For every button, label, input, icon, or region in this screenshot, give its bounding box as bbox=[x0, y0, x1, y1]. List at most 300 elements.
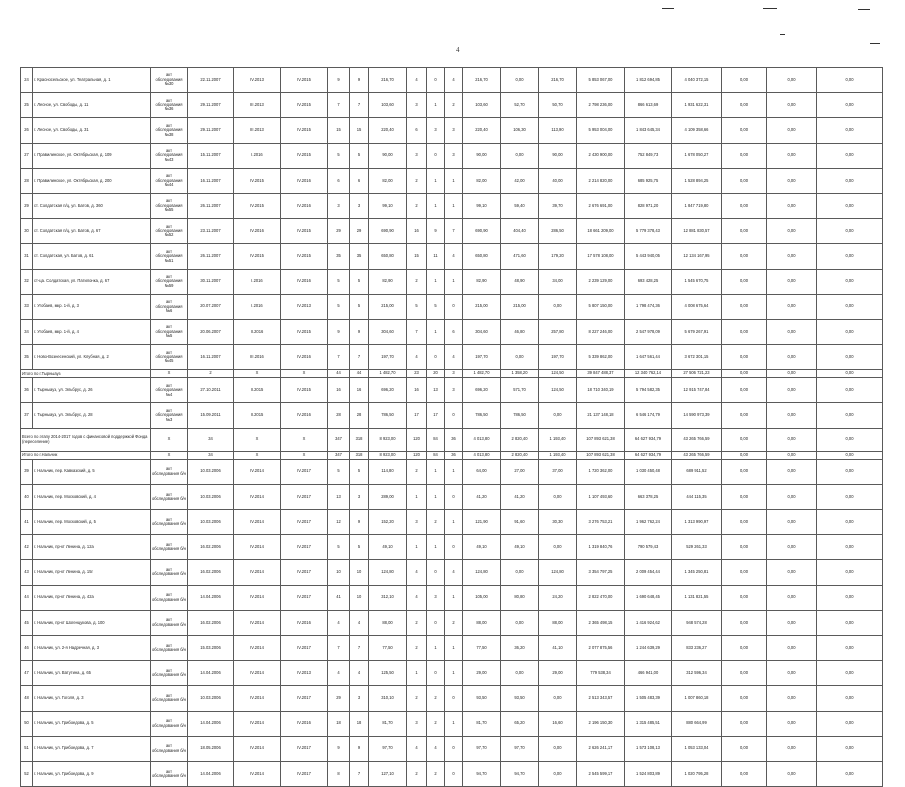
cell-doc: акт обследования б/н bbox=[151, 484, 188, 509]
cell-area: 220,40 bbox=[369, 118, 407, 143]
cell-doc: акт обследования б/н bbox=[151, 711, 188, 736]
cell-num: 50 bbox=[21, 711, 33, 736]
cell-plan_start: IV.2014 bbox=[234, 686, 281, 711]
cell-a3: 257,80 bbox=[539, 319, 577, 344]
cell-z1: 0,00 bbox=[722, 193, 767, 218]
cell-c3: 5 bbox=[407, 294, 427, 319]
cell-f2: 14 590 973,39 bbox=[672, 403, 722, 428]
cell-c1: 10 bbox=[328, 560, 350, 585]
cell-f1: 693 428,25 bbox=[625, 269, 672, 294]
cell-z3: 0,00 bbox=[817, 610, 883, 635]
cell-f2: 689 911,52 bbox=[672, 459, 722, 484]
cell-f1: 866 613,69 bbox=[625, 93, 672, 118]
cell-f1: 12 340 762,14 bbox=[625, 370, 672, 378]
cell-date: 27.10.2011 bbox=[188, 378, 234, 403]
cell-z2: 0,00 bbox=[767, 736, 817, 761]
cell-a2: 471,60 bbox=[501, 244, 539, 269]
cell-a3: 1 193,40 bbox=[539, 428, 577, 451]
cell-a2: 2 820,40 bbox=[501, 428, 539, 451]
cell-a3: 40,00 bbox=[539, 168, 577, 193]
cell-plan_end: IV.2013 bbox=[281, 294, 328, 319]
cell-a3: 88,00 bbox=[539, 610, 577, 635]
cell-cost: 5 807 150,00 bbox=[577, 294, 625, 319]
cell-area: 77,50 bbox=[369, 635, 407, 660]
cell-f1: 2 547 978,09 bbox=[625, 319, 672, 344]
cell-c2: 5 bbox=[350, 143, 369, 168]
cell-c5: 0 bbox=[445, 403, 463, 428]
cell-z3: 0,00 bbox=[817, 269, 883, 294]
table-row bbox=[21, 319, 883, 344]
table-row bbox=[21, 244, 883, 269]
cell-address: г. Нальчик, пер. Московский, д. 5 bbox=[33, 510, 151, 535]
cell-c3: 2 bbox=[407, 269, 427, 294]
table-row bbox=[21, 761, 883, 786]
cell-a1: 64,00 bbox=[463, 459, 501, 484]
cell-area: 1 482,70 bbox=[369, 370, 407, 378]
cell-z3: 0,00 bbox=[817, 294, 883, 319]
cell-plan_start: I.2016 bbox=[234, 294, 281, 319]
cell-z2: 0,00 bbox=[767, 686, 817, 711]
cell-doc: X bbox=[151, 451, 188, 459]
cell-c4: 1 bbox=[427, 269, 445, 294]
cell-a2: 49,10 bbox=[501, 535, 539, 560]
cell-c3: 23 bbox=[407, 370, 427, 378]
cell-date: 16.11.2007 bbox=[188, 168, 234, 193]
cell-date: 14.04.2006 bbox=[188, 585, 234, 610]
cell-a1: 124,80 bbox=[463, 560, 501, 585]
cell-c1: 35 bbox=[328, 244, 350, 269]
cell-c3: 3 bbox=[407, 510, 427, 535]
cell-c2: 5 bbox=[350, 294, 369, 319]
cell-c2: 7 bbox=[350, 93, 369, 118]
cell-doc: акт обследования б/н bbox=[151, 510, 188, 535]
cell-c3: 1 bbox=[407, 661, 427, 686]
cell-c3: 17 bbox=[407, 403, 427, 428]
cell-c2: 9 bbox=[350, 68, 369, 93]
cell-a2: 1 358,20 bbox=[501, 370, 539, 378]
cell-plan_end: IV.2017 bbox=[281, 585, 328, 610]
cell-cost: 2 513 343,57 bbox=[577, 686, 625, 711]
cell-address: г. Нальчик, пр-кт Шогенцукова, д. 100 bbox=[33, 610, 151, 635]
cell-z2: 0,00 bbox=[767, 761, 817, 786]
cell-c3: 16 bbox=[407, 219, 427, 244]
cell-c1: 4 bbox=[328, 661, 350, 686]
cell-c2: 6 bbox=[350, 168, 369, 193]
cell-c5: 1 bbox=[445, 635, 463, 660]
cell-a1: 77,50 bbox=[463, 635, 501, 660]
cell-c4: 2 bbox=[427, 761, 445, 786]
cell-c5: 0 bbox=[445, 686, 463, 711]
row-label: Всего по этапу 2014-2017 годов с финансовой поддержкой Фонда (переселение) bbox=[21, 428, 151, 451]
cell-date: 14.04.2006 bbox=[188, 661, 234, 686]
cell-doc: X bbox=[151, 428, 188, 451]
cell-z1: 0,00 bbox=[722, 403, 767, 428]
cell-c3: 2 bbox=[407, 193, 427, 218]
cell-f2: 12 134 167,95 bbox=[672, 244, 722, 269]
cell-num: 25 bbox=[21, 93, 33, 118]
cell-a1: 103,60 bbox=[463, 93, 501, 118]
cell-date: 10.03.2006 bbox=[188, 686, 234, 711]
cell-c1: 3 bbox=[328, 193, 350, 218]
cell-num: 43 bbox=[21, 560, 33, 585]
cell-a2: 215,00 bbox=[501, 294, 539, 319]
cell-c2: 7 bbox=[350, 761, 369, 786]
cell-cost: 2 822 470,00 bbox=[577, 585, 625, 610]
cell-plan_start: I.2016 bbox=[234, 269, 281, 294]
cell-a3: 0,00 bbox=[539, 761, 577, 786]
cell-date: 16.02.2006 bbox=[188, 560, 234, 585]
cell-z1: 0,00 bbox=[722, 484, 767, 509]
cell-date: 22.11.2007 bbox=[188, 68, 234, 93]
cell-date: 29.11.2007 bbox=[188, 93, 234, 118]
cell-z2: 0,00 bbox=[767, 484, 817, 509]
cell-z2: 0,00 bbox=[767, 143, 817, 168]
cell-doc: акт обследования б/н bbox=[151, 535, 188, 560]
cell-c2: 9 bbox=[350, 736, 369, 761]
cell-c4: 1 bbox=[427, 535, 445, 560]
cell-plan_start: II.2015 bbox=[234, 378, 281, 403]
cell-date: 15.09.2011 bbox=[188, 403, 234, 428]
cell-z2: 0,00 bbox=[767, 269, 817, 294]
cell-f2: 1 313 990,97 bbox=[672, 510, 722, 535]
subtotal-row bbox=[21, 370, 883, 378]
cell-f1: 1 030 450,48 bbox=[625, 459, 672, 484]
cell-area: 103,60 bbox=[369, 93, 407, 118]
cell-doc: акт обследования №43 bbox=[151, 143, 188, 168]
cell-c2: 318 bbox=[350, 451, 369, 459]
cell-plan_start: IV.2015 bbox=[234, 244, 281, 269]
cell-area: 197,70 bbox=[369, 345, 407, 370]
cell-z3: 0,00 bbox=[817, 560, 883, 585]
cell-area: 152,20 bbox=[369, 510, 407, 535]
cell-z2: 0,00 bbox=[767, 635, 817, 660]
cell-plan_end: IV.2015 bbox=[281, 219, 328, 244]
cell-f2: 12 915 747,84 bbox=[672, 378, 722, 403]
cell-plan_start: IV.2013 bbox=[234, 68, 281, 93]
cell-c1: 9 bbox=[328, 319, 350, 344]
cell-plan_end: IV.2015 bbox=[281, 68, 328, 93]
cell-date: 16.02.2006 bbox=[188, 535, 234, 560]
cell-f2: 880 664,99 bbox=[672, 711, 722, 736]
cell-a2: 0,00 bbox=[501, 610, 539, 635]
cell-num: 51 bbox=[21, 736, 33, 761]
cell-area: 312,10 bbox=[369, 585, 407, 610]
cell-f1: 1 573 108,13 bbox=[625, 736, 672, 761]
table-row bbox=[21, 459, 883, 484]
cell-f1: 1 843 645,34 bbox=[625, 118, 672, 143]
cell-f1: 752 849,73 bbox=[625, 143, 672, 168]
cell-z1: 0,00 bbox=[722, 535, 767, 560]
cell-address: г. Правилинское, ул. Октябрьская, д. 200 bbox=[33, 168, 151, 193]
cell-cost: 2 239 129,00 bbox=[577, 269, 625, 294]
cell-z2: 0,00 bbox=[767, 585, 817, 610]
cell-cost: 3 354 797,25 bbox=[577, 560, 625, 585]
cell-c1: 7 bbox=[328, 345, 350, 370]
cell-doc: акт обследования б/н bbox=[151, 459, 188, 484]
cell-c4: 11 bbox=[427, 244, 445, 269]
cell-c1: 5 bbox=[328, 535, 350, 560]
cell-doc: акт обследования №3 bbox=[151, 403, 188, 428]
cell-address: ст. Солдатская п/ц, ул. Батов, д. 360 bbox=[33, 193, 151, 218]
cell-cost: 2 077 875,56 bbox=[577, 635, 625, 660]
cell-c4: 1 bbox=[427, 459, 445, 484]
cell-a1: 4 013,80 bbox=[463, 428, 501, 451]
cell-a2: 80,80 bbox=[501, 585, 539, 610]
cell-plan_end: IV.2013 bbox=[281, 661, 328, 686]
cell-a3: 16,60 bbox=[539, 711, 577, 736]
table-row bbox=[21, 585, 883, 610]
cell-c4: 13 bbox=[427, 378, 445, 403]
cell-c2: 7 bbox=[350, 345, 369, 370]
cell-date: 2 bbox=[188, 370, 234, 378]
cell-z3: 0,00 bbox=[817, 345, 883, 370]
cell-num: 28 bbox=[21, 168, 33, 193]
cell-f1: 663 378,25 bbox=[625, 484, 672, 509]
cell-f2: 3 672 301,15 bbox=[672, 345, 722, 370]
cell-doc: акт обследования б/н bbox=[151, 761, 188, 786]
cell-z1: 0,00 bbox=[722, 118, 767, 143]
cell-f1: 1 315 485,51 bbox=[625, 711, 672, 736]
cell-doc: акт обследования №44 bbox=[151, 168, 188, 193]
cell-c3: 4 bbox=[407, 585, 427, 610]
cell-a1: 82,00 bbox=[463, 168, 501, 193]
cell-c3: 4 bbox=[407, 736, 427, 761]
cell-c1: 9 bbox=[328, 68, 350, 93]
cell-c3: 2 bbox=[407, 761, 427, 786]
cell-a2: 404,40 bbox=[501, 219, 539, 244]
cell-f1: 466 941,00 bbox=[625, 661, 672, 686]
cell-plan_end: IV.2016 bbox=[281, 711, 328, 736]
cell-c5: 1 bbox=[445, 193, 463, 218]
cell-doc: акт обследования б/н bbox=[151, 661, 188, 686]
cell-c2: 18 bbox=[350, 711, 369, 736]
cell-area: 114,80 bbox=[369, 459, 407, 484]
cell-cost: 2 430 900,00 bbox=[577, 143, 625, 168]
cell-doc: акт обследования №59 bbox=[151, 269, 188, 294]
cell-num: 27 bbox=[21, 143, 33, 168]
cell-plan_start: IV.2014 bbox=[234, 510, 281, 535]
cell-a2: 94,70 bbox=[501, 761, 539, 786]
cell-date: 30.11.2007 bbox=[188, 269, 234, 294]
margin-mark bbox=[858, 9, 870, 10]
cell-a2: 0,00 bbox=[501, 661, 539, 686]
cell-c4: 0 bbox=[427, 560, 445, 585]
cell-c3: 4 bbox=[407, 68, 427, 93]
cell-c4: 17 bbox=[427, 403, 445, 428]
cell-z3: 0,00 bbox=[817, 118, 883, 143]
table-row bbox=[21, 168, 883, 193]
cell-a1: 97,70 bbox=[463, 736, 501, 761]
cell-f2: 43 265 766,59 bbox=[672, 428, 722, 451]
cell-cost: 1 107 493,60 bbox=[577, 484, 625, 509]
cell-area: 289,00 bbox=[369, 484, 407, 509]
cell-c5: 36 bbox=[445, 451, 463, 459]
row-label: Итого по г.Нальчик bbox=[21, 451, 151, 459]
cell-f2: 444 115,35 bbox=[672, 484, 722, 509]
cell-a2: 41,20 bbox=[501, 484, 539, 509]
cell-c3: 3 bbox=[407, 143, 427, 168]
cell-a2: 93,50 bbox=[501, 686, 539, 711]
cell-a3: 0,00 bbox=[539, 403, 577, 428]
cell-a2: 2 820,40 bbox=[501, 451, 539, 459]
cell-z3: 0,00 bbox=[817, 428, 883, 451]
cell-a3: 216,70 bbox=[539, 68, 577, 93]
cell-a2: 571,70 bbox=[501, 378, 539, 403]
cell-plan_end: IV.2015 bbox=[281, 118, 328, 143]
cell-address: г. Лесное, ул. Свободы, д. 11 bbox=[33, 93, 151, 118]
cell-c3: 2 bbox=[407, 168, 427, 193]
cell-doc: акт обследования б/н bbox=[151, 736, 188, 761]
cell-area: 8 923,00 bbox=[369, 428, 407, 451]
cell-c3: 2 bbox=[407, 686, 427, 711]
cell-z2: 0,00 bbox=[767, 118, 817, 143]
cell-z2: 0,00 bbox=[767, 219, 817, 244]
cell-a3: 41,10 bbox=[539, 635, 577, 660]
cell-doc: акт обследования №38 bbox=[151, 118, 188, 143]
cell-c3: 2 bbox=[407, 459, 427, 484]
cell-a2: 0,00 bbox=[501, 68, 539, 93]
cell-c5: 1 bbox=[445, 661, 463, 686]
cell-num: 33 bbox=[21, 294, 33, 319]
cell-z3: 0,00 bbox=[817, 143, 883, 168]
margin-mark bbox=[870, 43, 880, 44]
cell-c5: 3 bbox=[445, 143, 463, 168]
cell-num: 40 bbox=[21, 484, 33, 509]
cell-doc: акт обследования б/н bbox=[151, 610, 188, 635]
cell-address: г. Нальчик, ул. Ватутина, д. 65 bbox=[33, 661, 151, 686]
cell-plan_end: IV.2015 bbox=[281, 244, 328, 269]
cell-c2: 28 bbox=[350, 403, 369, 428]
cell-f2: 1 345 250,81 bbox=[672, 560, 722, 585]
cell-a3: 197,70 bbox=[539, 345, 577, 370]
cell-a3: 113,90 bbox=[539, 118, 577, 143]
cell-z1: 0,00 bbox=[722, 294, 767, 319]
cell-date: 15.11.2007 bbox=[188, 143, 234, 168]
cell-address: г. Нальчик, ул. Грибоедова, д. 7 bbox=[33, 736, 151, 761]
cell-a1: 49,10 bbox=[463, 535, 501, 560]
cell-cost: 1 720 362,00 bbox=[577, 459, 625, 484]
cell-f2: 4 008 675,64 bbox=[672, 294, 722, 319]
cell-num: 45 bbox=[21, 610, 33, 635]
cell-c3: 120 bbox=[407, 428, 427, 451]
cell-plan_end: IV.2015 bbox=[281, 378, 328, 403]
cell-plan_start: II.2015 bbox=[234, 403, 281, 428]
cell-plan_end: IV.2016 bbox=[281, 269, 328, 294]
table-row bbox=[21, 535, 883, 560]
cell-a2: 65,20 bbox=[501, 711, 539, 736]
cell-f1: 1 962 762,24 bbox=[625, 510, 672, 535]
table-row bbox=[21, 68, 883, 93]
cell-f1: 1 647 561,44 bbox=[625, 345, 672, 370]
cell-plan_start: X bbox=[234, 428, 281, 451]
cell-c5: 1 bbox=[445, 269, 463, 294]
cell-a3: 37,00 bbox=[539, 459, 577, 484]
cell-a2: 48,90 bbox=[501, 269, 539, 294]
cell-cost: 18 661 209,00 bbox=[577, 219, 625, 244]
cell-date: 18.05.2006 bbox=[188, 736, 234, 761]
cell-z2: 0,00 bbox=[767, 459, 817, 484]
cell-area: 99,10 bbox=[369, 193, 407, 218]
cell-f2: 4 109 358,66 bbox=[672, 118, 722, 143]
cell-doc: акт обследования №52 bbox=[151, 219, 188, 244]
cell-f1: 828 971,20 bbox=[625, 193, 672, 218]
cell-f2: 5 679 267,91 bbox=[672, 319, 722, 344]
cell-c2: 4 bbox=[350, 610, 369, 635]
cell-z3: 0,00 bbox=[817, 378, 883, 403]
cell-area: 97,70 bbox=[369, 736, 407, 761]
cell-cost: 3 276 753,21 bbox=[577, 510, 625, 535]
cell-num: 41 bbox=[21, 510, 33, 535]
cell-a1: 220,40 bbox=[463, 118, 501, 143]
cell-c2: 9 bbox=[350, 510, 369, 535]
cell-c2: 3 bbox=[350, 484, 369, 509]
cell-z2: 0,00 bbox=[767, 560, 817, 585]
cell-num: 44 bbox=[21, 585, 33, 610]
cell-address: ст. Солдатская п/ц, ул. Батов, д. 67 bbox=[33, 219, 151, 244]
cell-c4: 3 bbox=[427, 118, 445, 143]
cell-f2: 1 131 821,55 bbox=[672, 585, 722, 610]
cell-plan_end: X bbox=[281, 451, 328, 459]
cell-plan_end: IV.2016 bbox=[281, 345, 328, 370]
cell-c2: 16 bbox=[350, 378, 369, 403]
cell-f1: 64 627 934,79 bbox=[625, 451, 672, 459]
cell-a2: 46,80 bbox=[501, 319, 539, 344]
cell-a3: 50,70 bbox=[539, 93, 577, 118]
cell-z2: 0,00 bbox=[767, 711, 817, 736]
cell-a2: 91,60 bbox=[501, 510, 539, 535]
cell-z1: 0,00 bbox=[722, 345, 767, 370]
cell-c4: 0 bbox=[427, 610, 445, 635]
cell-a1: 93,50 bbox=[463, 686, 501, 711]
cell-plan_start: IV.2016 bbox=[234, 219, 281, 244]
cell-c4: 5 bbox=[427, 294, 445, 319]
table-row bbox=[21, 484, 883, 509]
cell-c5: 4 bbox=[445, 244, 463, 269]
cell-c3: 7 bbox=[407, 319, 427, 344]
cell-address: г. Нальчик, пер. Московский, д. 4 bbox=[33, 484, 151, 509]
table-row bbox=[21, 610, 883, 635]
cell-plan_start: III.2013 bbox=[234, 93, 281, 118]
cell-c2: 318 bbox=[350, 428, 369, 451]
cell-z3: 0,00 bbox=[817, 661, 883, 686]
cell-z1: 0,00 bbox=[722, 451, 767, 459]
cell-doc: акт обследования №36 bbox=[151, 93, 188, 118]
cell-c1: 29 bbox=[328, 686, 350, 711]
cell-f1: 1 416 924,62 bbox=[625, 610, 672, 635]
cell-c5: 0 bbox=[445, 294, 463, 319]
cell-address: г. Нальчик, ул. Грибоедова, д. 5 bbox=[33, 711, 151, 736]
cell-num: 26 bbox=[21, 118, 33, 143]
cell-address: г. Тырныауз, ул. Эльбрус, д. 28 bbox=[33, 403, 151, 428]
cell-c1: 18 bbox=[328, 711, 350, 736]
cell-z2: 0,00 bbox=[767, 93, 817, 118]
cell-address: ст. Солдатская, ул. Батов, д. 61 bbox=[33, 244, 151, 269]
table-row bbox=[21, 269, 883, 294]
cell-plan_start: IV.2015 bbox=[234, 193, 281, 218]
cell-c4: 0 bbox=[427, 143, 445, 168]
cell-area: 696,20 bbox=[369, 378, 407, 403]
cell-z1: 0,00 bbox=[722, 761, 767, 786]
cell-c3: 3 bbox=[407, 93, 427, 118]
cell-area: 90,00 bbox=[369, 143, 407, 168]
cell-num: 36 bbox=[21, 378, 33, 403]
table-row bbox=[21, 686, 883, 711]
cell-f2: 27 506 721,23 bbox=[672, 370, 722, 378]
cell-f2: 312 596,34 bbox=[672, 661, 722, 686]
cell-cost: 2 798 236,00 bbox=[577, 93, 625, 118]
cell-z3: 0,00 bbox=[817, 761, 883, 786]
cell-plan_start: IV.2015 bbox=[234, 168, 281, 193]
